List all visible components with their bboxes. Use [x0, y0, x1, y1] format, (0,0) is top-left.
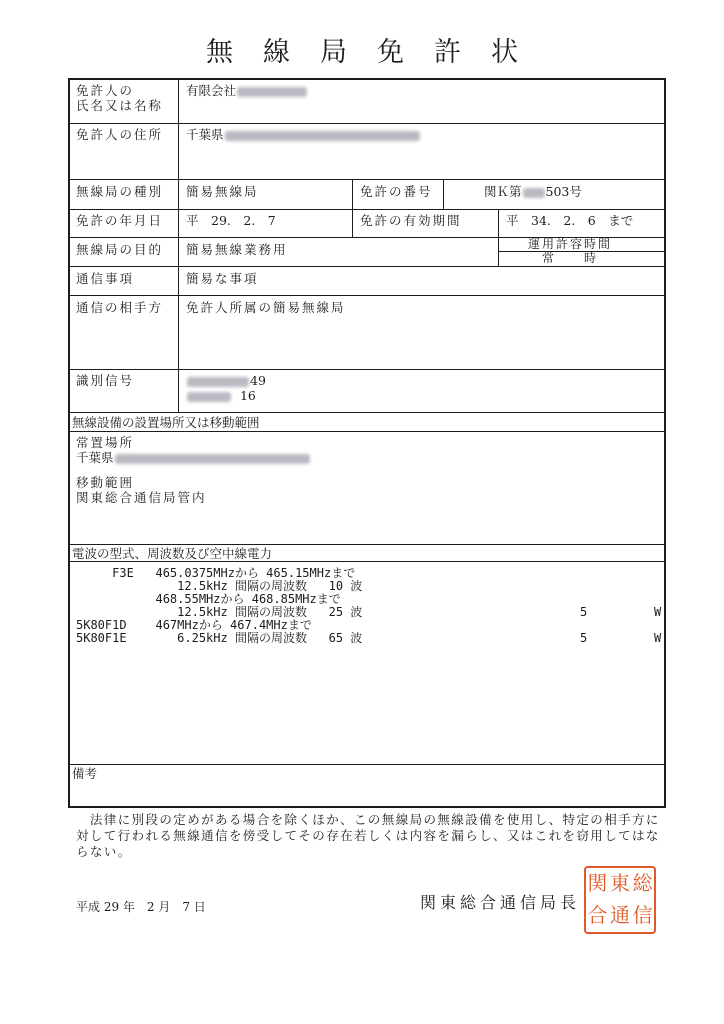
emission-power: 5	[580, 631, 588, 645]
emission-line: 5K80F1E 6.25kHz 間隔の周波数 65 波	[76, 631, 363, 645]
purpose-label: 無線局の目的	[76, 242, 164, 257]
operating-hours-value: 常 時	[542, 251, 599, 265]
issuer-name: 関東総合通信局長	[420, 893, 581, 912]
license-date-label: 免許の年月日	[76, 213, 164, 228]
row-divider	[70, 412, 664, 413]
page-title: 無線局免許状	[206, 37, 548, 68]
column-divider	[498, 237, 499, 266]
license-number-value: 関Ｋ第 503号	[484, 184, 582, 199]
row-divider	[70, 431, 664, 432]
seal-glyph: 合	[587, 903, 608, 927]
installation-section-label: 無線設備の設置場所又は移動範囲	[72, 415, 260, 430]
movement-range-label: 移動範囲	[76, 475, 135, 490]
license-date-value: 平 29. 2. 7	[186, 213, 276, 228]
column-divider	[352, 179, 353, 237]
communication-items-label: 通信事項	[76, 271, 135, 286]
legal-notice: 法律に別段の定めがある場合を除くほか、この無線局の無線設備を使用し、特定の相手方に対して行われる無線通信を傍受してその存在若しくは内容を漏らし、又はこれを窃用してはならない。	[76, 812, 660, 859]
license-number-label: 免許の番号	[360, 184, 433, 199]
validity-label: 免許の有効期間	[360, 213, 462, 228]
seal-glyph: 関	[587, 871, 608, 895]
licensee-name-label: 免許人の 氏名又は名称	[76, 83, 164, 113]
row-divider	[498, 266, 664, 267]
row-divider	[70, 764, 664, 765]
counterpart-label: 通信の相手方	[76, 300, 164, 315]
licensee-address-label: 免許人の住所	[76, 127, 164, 142]
column-divider	[443, 179, 444, 209]
issue-date: 平成 29 年 2 月 7 日	[76, 900, 206, 914]
emission-power-unit: W	[654, 631, 662, 645]
station-type-label: 無線局の種別	[76, 184, 164, 199]
column-divider	[498, 209, 499, 237]
seal-glyph: 東	[609, 871, 630, 895]
emission-line: 12.5kHz 間隔の周波数 25 波	[76, 605, 363, 619]
row-divider	[70, 369, 664, 370]
station-type-value: 簡易無線局	[186, 184, 259, 199]
counterpart-value: 免許人所属の簡易無線局	[186, 300, 346, 315]
operating-hours-label: 運用許容時間	[528, 237, 613, 251]
fixed-place-label: 常置場所	[76, 435, 135, 450]
licensee-name-value: 有限会社	[186, 83, 308, 98]
movement-range-value: 関東総合通信局管内	[76, 490, 207, 505]
row-divider	[70, 295, 664, 296]
emission-power: 5	[580, 605, 588, 619]
emission-line: 468.55MHzから 468.85MHzまで	[76, 592, 341, 606]
emission-section-label: 電波の型式、周波数及び空中線電力	[72, 546, 273, 561]
license-table	[68, 78, 666, 808]
emission-line: 12.5kHz 間隔の周波数 10 波	[76, 579, 363, 593]
communication-items-value: 簡易な事項	[186, 271, 259, 286]
call-sign-line1: 49	[186, 373, 266, 388]
emission-line: F3E 465.0375MHzから 465.15MHzまで	[76, 566, 356, 580]
emission-power-unit: W	[654, 605, 662, 619]
seal-glyph: 総	[632, 871, 653, 895]
fixed-place-value: 千葉県	[76, 450, 311, 465]
row-divider	[70, 266, 498, 267]
licensee-address-value: 千葉県	[186, 127, 421, 142]
row-divider	[70, 179, 664, 180]
call-sign-line2: 16	[186, 388, 256, 403]
row-divider	[70, 123, 664, 124]
seal-glyph: 通	[609, 903, 630, 927]
row-divider	[70, 561, 664, 562]
seal-glyph: 信	[632, 903, 653, 927]
emission-line: 5K80F1D 467MHzから 467.4MHzまで	[76, 618, 312, 632]
row-divider	[70, 544, 664, 545]
purpose-value: 簡易無線業務用	[186, 242, 288, 257]
remarks-label: 備考	[72, 766, 98, 781]
validity-value: 平 34. 2. 6 まで	[506, 213, 634, 228]
call-sign-label: 識別信号	[76, 373, 135, 388]
official-seal	[584, 866, 656, 934]
column-divider	[178, 80, 179, 412]
row-divider	[70, 209, 664, 210]
